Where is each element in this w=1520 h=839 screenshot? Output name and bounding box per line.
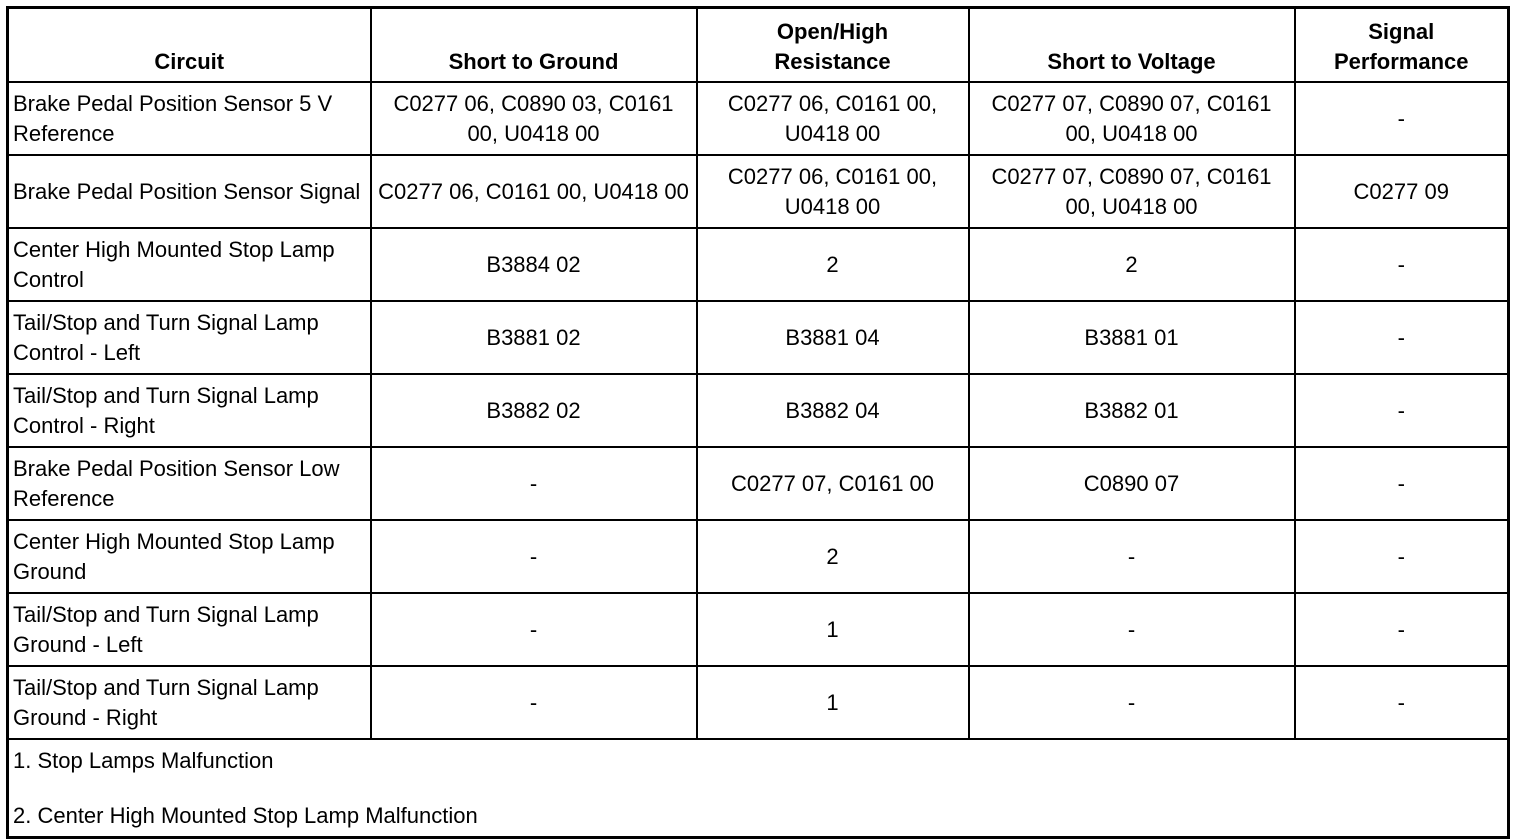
- signal-performance-cell: -: [1295, 301, 1509, 374]
- column-header-signal-performance: Signal Performance: [1295, 8, 1509, 83]
- short-to-voltage-cell: -: [969, 593, 1295, 666]
- table-row: [8, 374, 1509, 447]
- short-to-voltage-cell: 2: [969, 228, 1295, 301]
- header-row: [8, 8, 1509, 83]
- short-to-ground-cell: B3882 02: [371, 374, 697, 447]
- short-to-ground-cell: -: [371, 593, 697, 666]
- table-row: [8, 520, 1509, 593]
- notes-cell: [8, 739, 1509, 838]
- signal-performance-cell: -: [1295, 447, 1509, 520]
- short-to-voltage-cell: C0277 07, C0890 07, C0161 00, U0418 00: [969, 82, 1295, 155]
- open-high-resistance-cell: 2: [697, 228, 969, 301]
- circuit-cell: Center High Mounted Stop Lamp Control: [8, 228, 371, 301]
- circuit-cell: Brake Pedal Position Sensor 5 V Reference: [8, 82, 371, 155]
- table-row: [8, 447, 1509, 520]
- open-high-resistance-cell: C0277 06, C0161 00, U0418 00: [697, 155, 969, 228]
- signal-performance-cell: -: [1295, 593, 1509, 666]
- table-row: [8, 228, 1509, 301]
- footnote-2: 2. Center High Mounted Stop Lamp Malfunction: [13, 803, 478, 828]
- short-to-ground-cell: -: [371, 520, 697, 593]
- short-to-ground-cell: -: [371, 447, 697, 520]
- table-row: [8, 666, 1509, 739]
- short-to-ground-cell: C0277 06, C0890 03, C0161 00, U0418 00: [371, 82, 697, 155]
- short-to-voltage-cell: -: [969, 520, 1295, 593]
- signal-performance-cell: -: [1295, 82, 1509, 155]
- circuit-cell: Tail/Stop and Turn Signal Lamp Ground - Right: [8, 666, 371, 739]
- open-high-resistance-cell: 1: [697, 593, 969, 666]
- short-to-voltage-cell: B3881 01: [969, 301, 1295, 374]
- short-to-ground-cell: -: [371, 666, 697, 739]
- short-to-voltage-cell: C0277 07, C0890 07, C0161 00, U0418 00: [969, 155, 1295, 228]
- short-to-voltage-cell: C0890 07: [969, 447, 1295, 520]
- open-high-resistance-cell: B3882 04: [697, 374, 969, 447]
- circuit-cell: Tail/Stop and Turn Signal Lamp Ground - Left: [8, 593, 371, 666]
- circuit-diagnostic-table: [6, 6, 1510, 839]
- signal-performance-cell: -: [1295, 374, 1509, 447]
- open-high-resistance-cell: C0277 07, C0161 00: [697, 447, 969, 520]
- column-header-open-high-resistance: Open/High Resistance: [697, 8, 969, 83]
- open-high-resistance-cell: C0277 06, C0161 00, U0418 00: [697, 82, 969, 155]
- notes-row: [8, 739, 1509, 838]
- open-high-resistance-cell: 2: [697, 520, 969, 593]
- short-to-voltage-cell: -: [969, 666, 1295, 739]
- table-row: [8, 82, 1509, 155]
- table-row: [8, 593, 1509, 666]
- circuit-cell: Tail/Stop and Turn Signal Lamp Control - Left: [8, 301, 371, 374]
- column-header-short-to-ground: Short to Ground: [371, 8, 697, 83]
- short-to-ground-cell: C0277 06, C0161 00, U0418 00: [371, 155, 697, 228]
- open-high-resistance-cell: 1: [697, 666, 969, 739]
- circuit-cell: Center High Mounted Stop Lamp Ground: [8, 520, 371, 593]
- short-to-voltage-cell: B3882 01: [969, 374, 1295, 447]
- short-to-ground-cell: B3884 02: [371, 228, 697, 301]
- signal-performance-cell: -: [1295, 228, 1509, 301]
- column-header-short-to-voltage: Short to Voltage: [969, 8, 1295, 83]
- footnote-1: 1. Stop Lamps Malfunction: [13, 748, 274, 773]
- short-to-ground-cell: B3881 02: [371, 301, 697, 374]
- signal-performance-cell: -: [1295, 666, 1509, 739]
- table-row: [8, 301, 1509, 374]
- circuit-cell: Brake Pedal Position Sensor Low Reference: [8, 447, 371, 520]
- table-row: [8, 155, 1509, 228]
- signal-performance-cell: -: [1295, 520, 1509, 593]
- open-high-resistance-cell: B3881 04: [697, 301, 969, 374]
- signal-performance-cell: C0277 09: [1295, 155, 1509, 228]
- circuit-cell: Tail/Stop and Turn Signal Lamp Control - Right: [8, 374, 371, 447]
- column-header-circuit: Circuit: [8, 8, 371, 83]
- circuit-cell: Brake Pedal Position Sensor Signal: [8, 155, 371, 228]
